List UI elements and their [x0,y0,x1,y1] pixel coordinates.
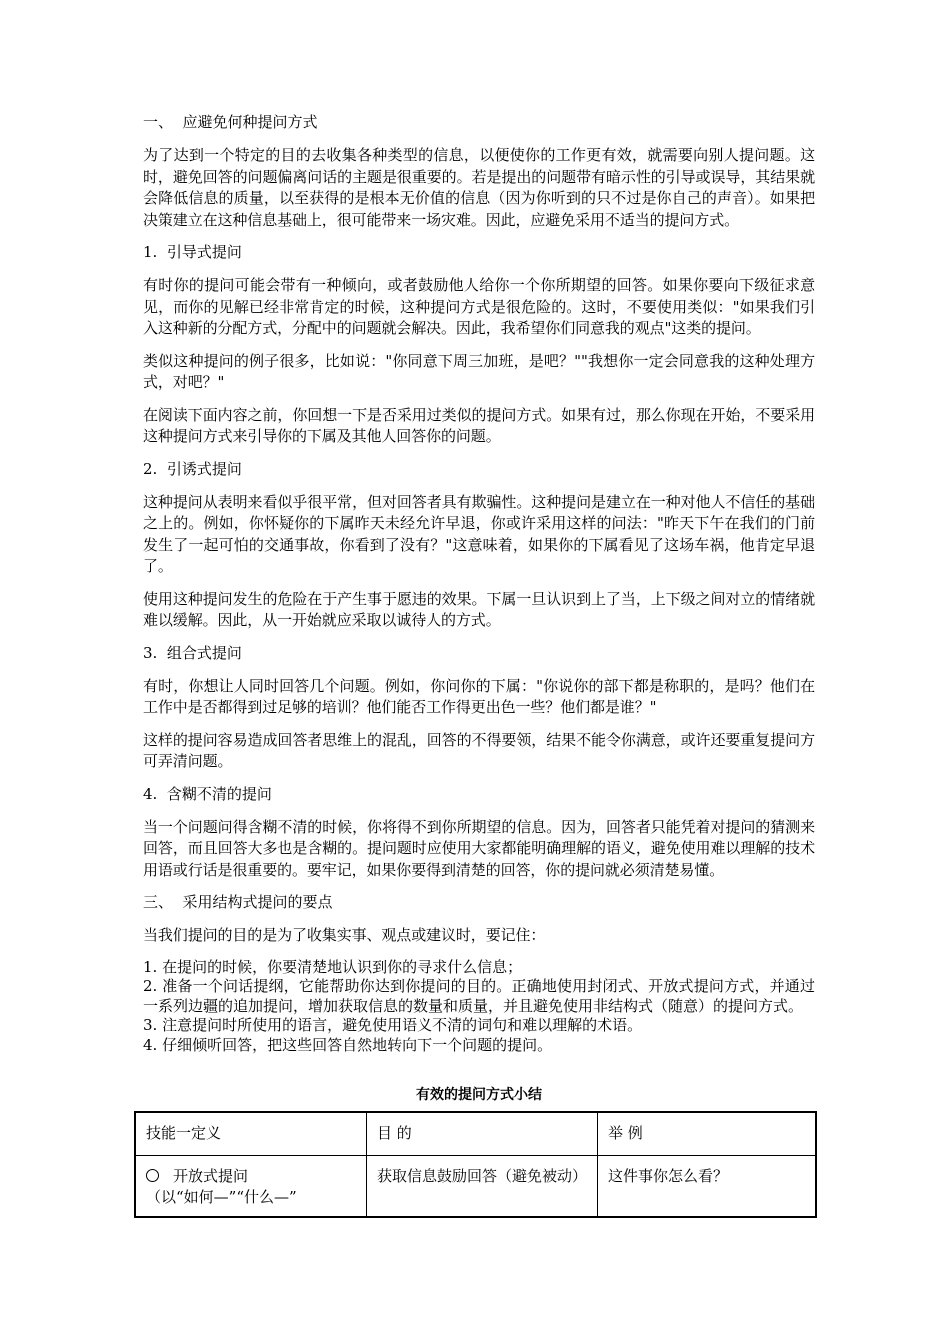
paragraph: 这种提问从表明来看似乎很平常，但对回答者具有欺骗性。这种提问是建立在一种对他人不信任的基础之上的。例如，你怀疑你的下属昨天未经允许早退，你或许采用这样的问法："昨天下午在我们的门前发生了一起可怕的交通事故，你看到了没有？"这意味着，如果你的下属看见了这场车祸，他肯定早退了。 [143,492,815,575]
header-cell-skill: 技能一定义 [135,1112,367,1156]
table-row [135,1156,816,1218]
subheading-combined-question: 3. 组合式提问 [143,643,242,662]
header-cell-purpose: 目 的 [367,1112,598,1156]
skill-note: （以“如何—”“什么—” [146,1188,297,1206]
section-intro: 为了达到一个特定的目的去收集各种类型的信息，以便使你的工作更有效，就需要向别人提问题。这时，避免回答的问题偏离问话的主题是很重要的。若是提出的问题带有暗示性的引导或误导，其结果就会降低信息的质量，以至获得的是根本无价值的信息（因为你听到的只不过是你自己的声音）。如果把决策建立在这种信息基础上，很可能带来一场灾难。因此，应避免采用不适当的提问方式。 [143,146,815,229]
list-item: 4. 仔细倾听回答，把这些回答自然地转向下一个问题的提问。 [143,1035,553,1054]
paragraph: 使用这种提问发生的危险在于产生事于愿违的效果。下属一旦认识到上了当，上下级之间对立的情绪就难以缓解。因此，从一开始就应采取以诚待人的方式。 [143,589,815,629]
list-item: 1. 在提问的时候，你要清楚地认识到你的寻求什么信息； [143,957,523,976]
paragraph: 当一个问题问得含糊不清的时候，你将得不到你所期望的信息。因为，回答者只能凭着对提问的猜测来回答，而且回答大多也是含糊的。提问题时应使用大家都能明确理解的语义，避免使用难以理解的技术用语或行话是很重要的。要牢记，如果你要得到清楚的回答，你的提问就必须清楚易懂。 [143,817,815,879]
paragraph: 类似这种提问的例子很多，比如说："你同意下周三加班，是吧？""我想你一定会同意我的这种处理方式，对吧？" [143,351,815,391]
document-body [143,112,815,1055]
paragraph: 这样的提问容易造成回答者思维上的混乱，回答的不得要领，结果不能令你满意，或许还要重复提问方可弄清问题。 [143,730,815,770]
section-intro: 当我们提问的目的是为了收集实事、观点或建议时，要记住： [143,926,546,944]
cell-purpose: 获取信息鼓励回答（避免被动） [367,1156,598,1218]
summary-table [134,1111,817,1218]
paragraph: 有时，你想让人同时回答几个问题。例如，你问你的下属："你说你的部下都是称职的，是吗？他们在工作中是否都得到过足够的培训？他们能否工作得更出色一些？他们都是谁？" [143,676,815,716]
table-title: 有效的提问方式小结 [416,1087,542,1103]
paragraph: 在阅读下面内容之前，你回想一下是否采用过类似的提问方式。如果有过，那么你现在开始，不要采用这种提问方式来引导你的下属及其他人回答你的问题。 [143,405,815,445]
skill-name: 开放式提问 [173,1167,249,1185]
paragraph: 有时你的提问可能会带有一种倾向，或者鼓励他人给你一个你所期望的回答。如果你要向下级征求意见，而你的见解已经非常肯定的时候，这种提问方式是很危险的。这时，不要使用类似："如果我们引入这种新的分配方式，分配中的问题就会解决。因此，我希望你们同意我的观点"这类的提问。 [143,276,815,337]
cell-example: 这件事你怎么看？ [598,1156,817,1218]
table-header-row [135,1112,816,1156]
section-heading-3: 三、 采用结构式提问的要点 [143,893,333,911]
section-heading-1: 一、 应避免何种提问方式 [143,113,318,131]
subheading-leading-question: 1. 引导式提问 [143,243,242,261]
subheading-vague-question: 4. 含糊不清的提问 [143,784,272,803]
skill-line [146,1166,356,1187]
header-cell-example: 举 例 [598,1112,817,1156]
subheading-tempting-question: 2. 引诱式提问 [143,459,242,478]
list-item: 3. 注意提问时所使用的语言，避免使用语义不清的词句和难以理解的术语。 [143,1016,643,1034]
list-item: 2. 准备一个问话提纲，它能帮助你达到你提问的目的。正确地使用封闭式、开放式提问方式，并通过一系列边疆的追加提问，增加获取信息的数量和质量，并且避免使用非结构式（随意）的提问方式。 [143,977,815,1015]
circle-bullet-icon [146,1169,159,1182]
cell-skill [135,1156,367,1218]
